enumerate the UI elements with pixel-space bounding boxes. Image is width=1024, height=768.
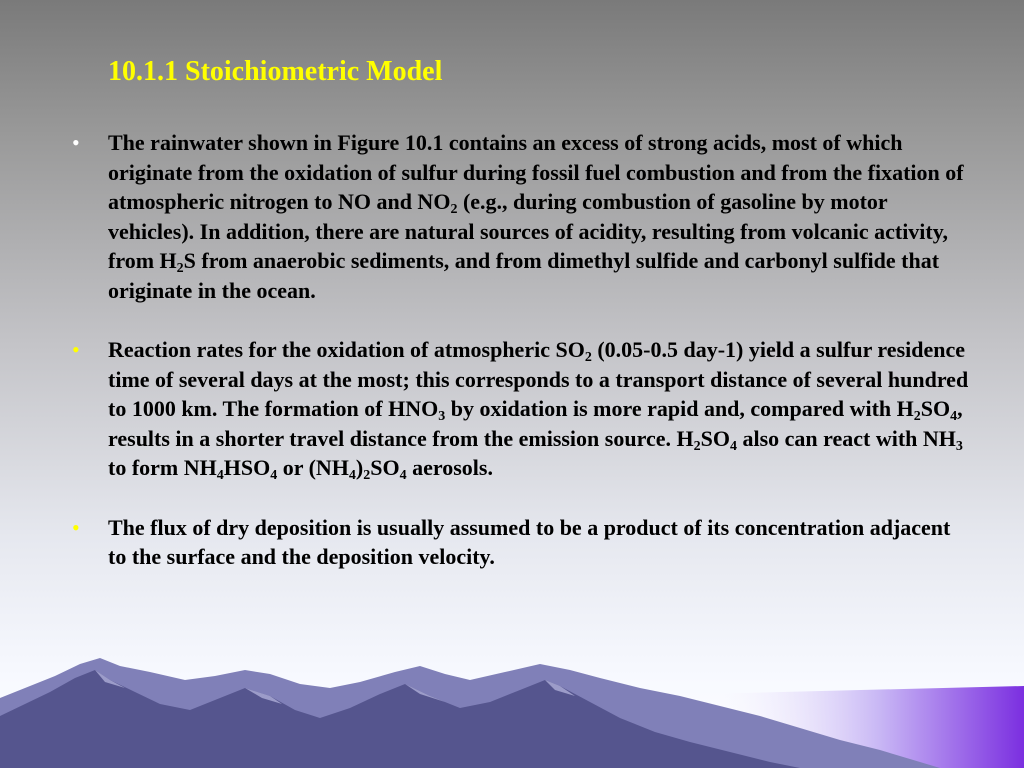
subscript: 4 xyxy=(270,468,278,483)
subscript: 4 xyxy=(216,468,224,483)
text-run: The rainwater shown in Figure 10.1 contains an excess of strong acids, most of which originate from the oxidation of sulfur during fossil fuel combustion and from the fixation of atmospheric nitrogen to NO and NO xyxy=(108,130,964,214)
bullet-item xyxy=(72,513,972,572)
text-run: SO xyxy=(920,396,951,421)
subscript: 2 xyxy=(450,202,458,217)
subscript: 3 xyxy=(955,438,963,454)
bullet-marker-icon: • xyxy=(72,130,80,155)
subscript: 2 xyxy=(176,261,184,276)
subscript: 3 xyxy=(438,409,446,424)
bullet-text xyxy=(108,335,972,483)
bullet-item xyxy=(72,128,972,305)
text-run: ) xyxy=(355,455,364,480)
text-run: HSO xyxy=(223,455,271,480)
text-run: to form NH xyxy=(108,455,217,480)
text-run: by oxidation is more rapid and, compared with H xyxy=(445,396,914,421)
bullet-item xyxy=(72,335,972,483)
subscript: 4 xyxy=(399,468,407,483)
text-run: SO xyxy=(370,455,400,480)
bullet-list xyxy=(72,128,972,602)
text-run: or (NH xyxy=(277,455,349,480)
subscript: 2 xyxy=(363,468,371,483)
bullet-text xyxy=(108,128,972,305)
text-run: S from anaerobic sediments, and from dimethyl sulfide and carbonyl sulfide that originate in the ocean. xyxy=(108,248,940,303)
text-run: SO xyxy=(700,425,730,451)
text-run: The flux of dry deposition is usually assumed to be a product of its concentration adjacent to the surface and the deposition velocity. xyxy=(108,514,951,569)
subscript: 4 xyxy=(729,438,737,454)
text-run: Reaction rates for the oxidation of atmospheric SO xyxy=(108,337,585,362)
subscript: 2 xyxy=(913,409,921,424)
bullet-marker-icon: • xyxy=(72,337,80,362)
bullet-marker-icon: • xyxy=(72,514,80,540)
subscript: 2 xyxy=(693,438,701,454)
text-run: (e.g., during combustion of gasoline by motor vehicles). In addition, there are natural sources of acidity, resulting from volcanic activity, from H xyxy=(108,189,949,273)
text-run: , results in a shorter travel distance from the emission source. H xyxy=(108,396,963,451)
bullet-text xyxy=(108,513,972,572)
subscript: 4 xyxy=(950,409,958,424)
text-run: also can react with NH xyxy=(736,425,956,451)
slide-title: 10.1.1 Stoichiometric Model xyxy=(108,56,443,87)
subscript: 4 xyxy=(348,468,356,483)
mountain-range-decoration xyxy=(0,658,1024,768)
subscript: 2 xyxy=(584,350,592,365)
text-run: (0.05-0.5 day-1) yield a sulfur residence time of several days at the most; this corresponds to a transport distance of several hundred to 1000 km. The formation of HNO xyxy=(108,337,969,421)
text-run: aerosols. xyxy=(406,455,493,480)
